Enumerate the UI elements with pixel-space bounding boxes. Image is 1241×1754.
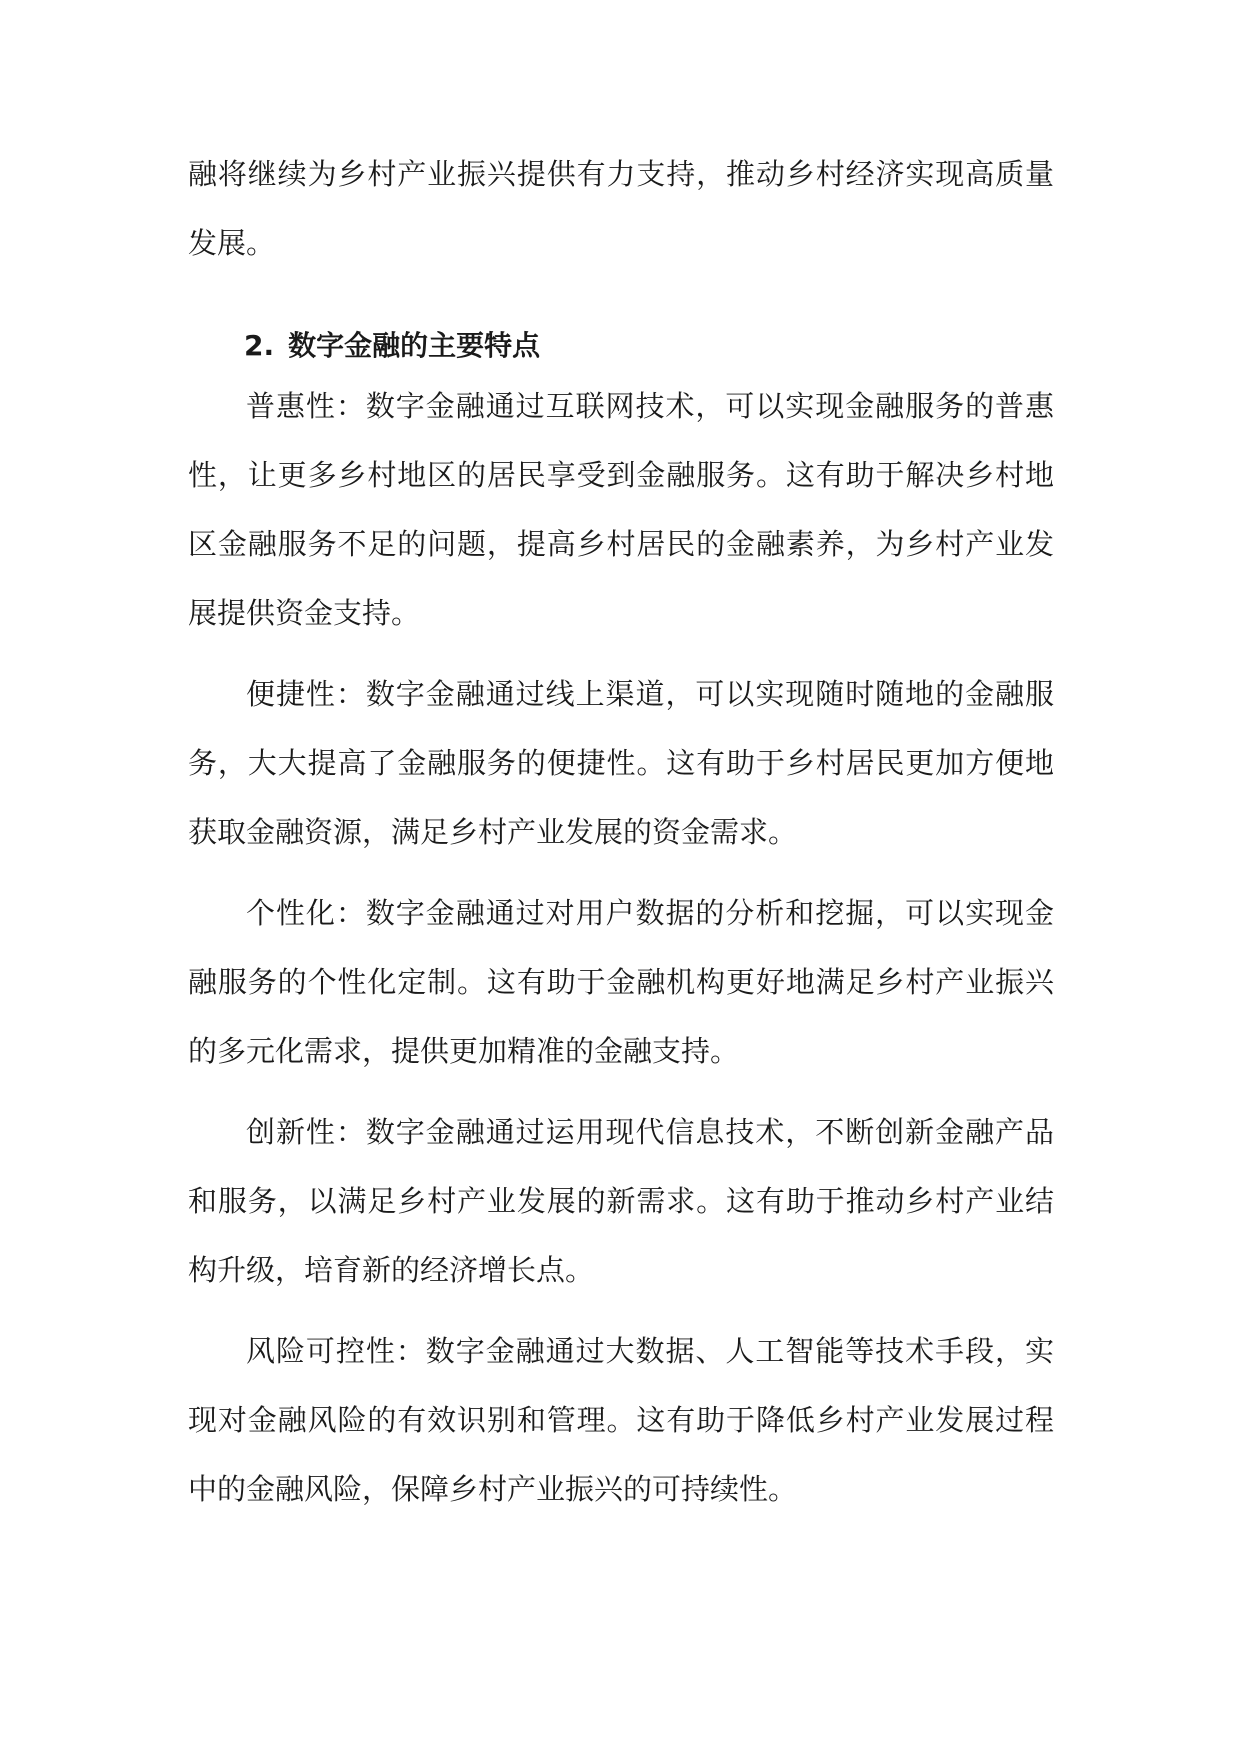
- paragraph-risk-control: 风险可控性：数字金融通过大数据、人工智能等技术手段，实现对金融风险的有效识别和管理。这有助于降低乡村产业发展过程中的金融风险，保障乡村产业振兴的可持续性。: [188, 1334, 1054, 1506]
- paragraph-personalization: 个性化：数字金融通过对用户数据的分析和挖掘，可以实现金融服务的个性化定制。这有助于金融机构更好地满足乡村产业振兴的多元化需求，提供更加精准的金融支持。: [188, 896, 1054, 1068]
- intro-paragraph: 融将继续为乡村产业振兴提供有力支持，推动乡村经济实现高质量发展。: [188, 157, 1054, 260]
- section-title: 数字金融的主要特点: [288, 329, 541, 362]
- paragraph-inclusiveness: 普惠性：数字金融通过互联网技术，可以实现金融服务的普惠性，让更多乡村地区的居民享受到金融服务。这有助于解决乡村地区金融服务不足的问题，提高乡村居民的金融素养，为乡村产业发展提供资金支持。: [188, 389, 1054, 630]
- section-heading: [188, 326, 1054, 366]
- paragraph-innovation: 创新性：数字金融通过运用现代信息技术，不断创新金融产品和服务，以满足乡村产业发展的新需求。这有助于推动乡村产业结构升级，培育新的经济增长点。: [188, 1115, 1054, 1287]
- section-number: 2.: [244, 329, 275, 362]
- page-content: [188, 140, 1054, 1536]
- paragraph-convenience: 便捷性：数字金融通过线上渠道，可以实现随时随地的金融服务，大大提高了金融服务的便捷性。这有助于乡村居民更加方便地获取金融资源，满足乡村产业发展的资金需求。: [188, 677, 1054, 849]
